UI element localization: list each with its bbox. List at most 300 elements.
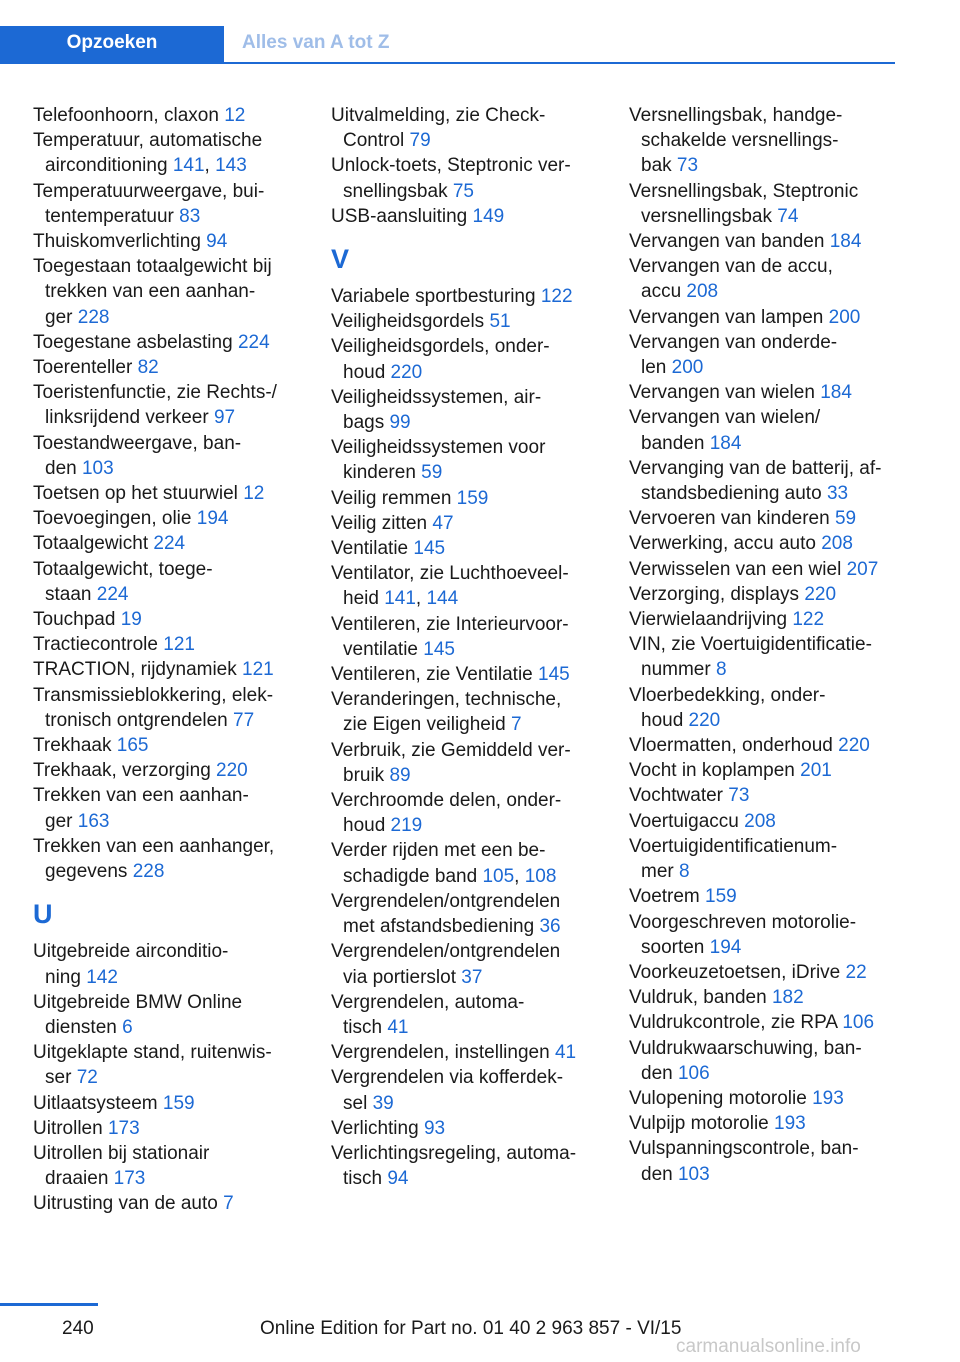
page-reference-link[interactable]: 97 bbox=[213, 407, 236, 429]
index-term-text: Toegestaan totaalgewicht bij bbox=[33, 256, 272, 278]
page-reference-link[interactable]: 79 bbox=[409, 130, 431, 152]
page-reference-link[interactable]: 220 bbox=[804, 583, 837, 605]
index-entry bbox=[331, 334, 621, 384]
index-column-1 bbox=[33, 103, 323, 1217]
page-reference-link[interactable]: 122 bbox=[792, 609, 825, 631]
index-entry bbox=[629, 910, 919, 960]
index-term-text: Uitgebreide BMW Online bbox=[33, 991, 243, 1013]
index-entry bbox=[629, 960, 919, 985]
page-reference-link[interactable]: 74 bbox=[777, 205, 799, 227]
index-entry bbox=[33, 355, 323, 380]
index-entry bbox=[331, 284, 621, 309]
page-reference-link[interactable]: 182 bbox=[771, 987, 804, 1009]
page-reference-link[interactable]: 201 bbox=[800, 760, 832, 782]
page-reference-link[interactable]: 184 bbox=[709, 432, 742, 454]
page-reference-link[interactable]: 33 bbox=[826, 483, 849, 505]
index-term-text: kinderen bbox=[343, 462, 422, 484]
index-entry bbox=[331, 435, 621, 485]
index-entry bbox=[331, 1141, 621, 1191]
page-reference-link[interactable]: 51 bbox=[489, 311, 511, 333]
index-term-text: Veilig remmen bbox=[331, 487, 457, 509]
index-entry bbox=[629, 758, 919, 783]
index-entry bbox=[331, 536, 621, 561]
page-reference-link[interactable]: 208 bbox=[686, 281, 719, 303]
index-term-text: Unlock-toets, Steptronic ver- bbox=[331, 155, 571, 177]
index-term-text: Vuldruk, banden bbox=[629, 987, 772, 1009]
index-term-text: tronisch ontgrendelen bbox=[45, 709, 234, 731]
index-entry bbox=[33, 657, 323, 682]
page-reference-link[interactable]: 73 bbox=[676, 155, 699, 177]
index-entry bbox=[331, 385, 621, 435]
index-entry bbox=[629, 1010, 919, 1035]
index-term-text: Vuldrukcontrole, zie RPA bbox=[629, 1012, 843, 1034]
page-reference-link[interactable]: 75 bbox=[452, 180, 474, 202]
index-term-text: Uitvalmelding, zie Check- bbox=[331, 105, 546, 126]
index-term-text: Variabele sportbesturing bbox=[331, 286, 541, 308]
index-section-letter: U bbox=[33, 899, 53, 930]
index-term-text: Voetrem bbox=[629, 886, 706, 908]
index-term-text: Totaalgewicht, toege- bbox=[33, 558, 213, 580]
page-reference-link[interactable]: 200 bbox=[671, 357, 704, 379]
index-entry bbox=[33, 431, 323, 481]
index-term-text: Voorgeschreven motorolie- bbox=[629, 911, 857, 933]
index-entry bbox=[331, 486, 621, 511]
index-term-text: ning bbox=[45, 966, 87, 988]
index-entry bbox=[33, 1141, 323, 1191]
index-term-text: Vervangen van banden bbox=[629, 231, 830, 253]
index-term-text: bruik bbox=[343, 764, 390, 786]
index-term-text: Totaalgewicht bbox=[33, 533, 154, 555]
index-term-text: Verwisselen van een wiel bbox=[629, 558, 847, 580]
index-entry bbox=[331, 511, 621, 536]
index-term-text: Voertuigidentificatienum- bbox=[629, 835, 838, 857]
index-term-text: Toestandweergave, ban- bbox=[33, 432, 242, 454]
index-entry bbox=[629, 1086, 919, 1111]
index-term-text: Vulopening motorolie bbox=[629, 1087, 813, 1109]
index-entry bbox=[629, 330, 919, 380]
index-term-text: den bbox=[641, 1163, 678, 1185]
index-term-text: versnellingsbak bbox=[641, 205, 778, 227]
index-entry bbox=[331, 309, 621, 334]
index-term-text: Vulspanningscontrole, ban- bbox=[629, 1138, 859, 1160]
page-reference-link[interactable]: 145 bbox=[423, 638, 455, 660]
index-term-text: Vloerbedekking, onder- bbox=[629, 684, 826, 706]
page-reference-link[interactable]: 220 bbox=[216, 760, 248, 782]
page-reference-link[interactable]: 6 bbox=[122, 1016, 133, 1038]
page-reference-link[interactable]: 121 bbox=[163, 634, 195, 656]
index-term-text: Uitgebreide airconditio- bbox=[33, 941, 229, 963]
index-term-text: Tractiecontrole bbox=[33, 634, 164, 656]
page-reference-link[interactable]: 165 bbox=[116, 735, 149, 757]
page-reference-link[interactable]: 224 bbox=[153, 533, 186, 555]
index-entry bbox=[629, 809, 919, 834]
page-reference-link[interactable]: 89 bbox=[389, 764, 411, 786]
index-entry bbox=[629, 405, 919, 455]
index-entry bbox=[33, 683, 323, 733]
page-reference-link[interactable]: 184 bbox=[820, 382, 852, 404]
index-term-text: mer bbox=[641, 861, 679, 883]
index-entry bbox=[33, 103, 323, 128]
index-entry bbox=[331, 889, 621, 939]
index-term-text: schadigde band bbox=[343, 865, 483, 887]
index-term-text: Toeristenfunctie, zie Rechts-/ bbox=[33, 382, 277, 404]
page-reference-link[interactable]: 103 bbox=[81, 457, 114, 479]
page-reference-link[interactable]: 145 bbox=[538, 664, 570, 686]
index-entry bbox=[331, 939, 621, 989]
index-term-text: Verbruik, zie Gemiddeld ver- bbox=[331, 739, 571, 761]
index-term-text: Vervoeren van kinderen bbox=[629, 508, 835, 530]
index-term-text: Uitgeklapte stand, ruitenwis- bbox=[33, 1042, 272, 1064]
index-term-text: Vulpijp motorolie bbox=[629, 1113, 775, 1135]
index-entry bbox=[331, 204, 621, 229]
index-term-text: Versnellingsbak, Steptronic bbox=[629, 180, 859, 202]
index-entry bbox=[33, 531, 323, 556]
index-entry bbox=[629, 1136, 919, 1186]
page-reference-link[interactable]: 220 bbox=[688, 709, 721, 731]
index-entry bbox=[331, 1065, 621, 1115]
index-term-text: gegevens bbox=[45, 861, 133, 883]
index-term-text: USB-aansluiting bbox=[331, 205, 473, 227]
index-term-text: Uitlaatsysteem bbox=[33, 1092, 163, 1114]
page-reference-link[interactable]: 194 bbox=[709, 936, 742, 958]
index-term-text: soorten bbox=[641, 936, 710, 958]
index-column-2 bbox=[331, 103, 621, 1191]
index-entry bbox=[629, 179, 919, 229]
page-number-rule bbox=[0, 1303, 98, 1306]
index-term-text: diensten bbox=[45, 1016, 123, 1038]
page-reference-link[interactable]: 149 bbox=[472, 205, 505, 227]
page-reference-link[interactable]: 8 bbox=[679, 861, 690, 883]
page-reference-link[interactable]: 99 bbox=[389, 412, 411, 434]
index-entry bbox=[629, 733, 919, 758]
index-term-text: linksrijdend verkeer bbox=[45, 407, 214, 429]
index-term-text: Verder rijden met een be- bbox=[331, 840, 546, 862]
page-reference-link[interactable]: 19 bbox=[120, 609, 142, 631]
page-reference-link[interactable]: 184 bbox=[829, 231, 862, 253]
index-entry bbox=[629, 531, 919, 556]
index-term-text: Trekhaak, verzorging bbox=[33, 760, 217, 782]
index-entry bbox=[33, 1191, 323, 1216]
page-reference-link[interactable]: 163 bbox=[77, 810, 110, 832]
page-reference-link[interactable]: 159 bbox=[456, 487, 489, 509]
index-term-text: Uitrusting van de auto bbox=[33, 1193, 224, 1215]
index-term-text: Vloermatten, onderhoud bbox=[629, 735, 839, 757]
index-term-text: Verwerking, accu auto bbox=[629, 533, 822, 555]
index-term-text: houd bbox=[343, 815, 391, 837]
index-entry bbox=[33, 834, 323, 884]
page-reference-link[interactable]: 77 bbox=[233, 709, 255, 731]
index-entry bbox=[629, 783, 919, 808]
page-reference-link[interactable]: 220 bbox=[390, 361, 423, 383]
page-reference-link[interactable]: 144 bbox=[426, 588, 459, 610]
index-term-text: tisch bbox=[343, 1016, 388, 1038]
page-reference-link[interactable]: 73 bbox=[728, 785, 750, 807]
index-term-text: Veiligheidssystemen voor bbox=[331, 437, 546, 459]
index-entry bbox=[331, 838, 621, 888]
index-term-text: via portierslot bbox=[343, 966, 462, 988]
index-entry bbox=[629, 1036, 919, 1086]
index-term-text: Control bbox=[343, 130, 410, 152]
page-reference-link[interactable]: 193 bbox=[812, 1087, 844, 1109]
index-term-text: Vergrendelen, automa- bbox=[331, 991, 525, 1013]
page-reference-link[interactable]: 142 bbox=[86, 966, 118, 988]
tab-alles-van-a-tot-z[interactable]: Alles van A tot Z bbox=[242, 32, 390, 53]
index-entry bbox=[33, 733, 323, 758]
page-reference-link[interactable]: 220 bbox=[838, 735, 870, 757]
index-entry bbox=[331, 788, 621, 838]
index-entry bbox=[629, 1111, 919, 1136]
index-entry bbox=[33, 179, 323, 229]
page-reference-link[interactable]: 159 bbox=[705, 886, 737, 908]
index-entry bbox=[33, 939, 323, 989]
index-term-text: Veranderingen, technische, bbox=[331, 689, 562, 711]
index-entry bbox=[629, 683, 919, 733]
page-reference-link[interactable]: 103 bbox=[677, 1163, 710, 1185]
page-reference-link[interactable]: 93 bbox=[423, 1117, 446, 1139]
index-entry bbox=[629, 582, 919, 607]
index-term-text: Uitrollen bbox=[33, 1117, 108, 1139]
index-entry bbox=[629, 632, 919, 682]
index-term-text: Toetsen op het stuurwiel bbox=[33, 483, 244, 505]
index-term-text: , bbox=[204, 155, 216, 177]
page-reference-link[interactable]: 37 bbox=[461, 966, 483, 988]
watermark-text: carmanualsonline.info bbox=[676, 1336, 861, 1357]
index-entry bbox=[629, 607, 919, 632]
index-entry bbox=[33, 1091, 323, 1116]
index-entry bbox=[331, 103, 621, 153]
index-term-text: Vervangen van lampen bbox=[629, 306, 829, 328]
index-entry bbox=[331, 1040, 621, 1065]
page-reference-link[interactable]: 108 bbox=[524, 865, 557, 887]
page-reference-link[interactable]: 94 bbox=[387, 1168, 409, 1190]
index-entry bbox=[33, 1040, 323, 1090]
index-term-text: den bbox=[641, 1062, 678, 1084]
tab-opzoeken[interactable]: Opzoeken bbox=[0, 26, 224, 62]
index-term-text: Vervangen van de accu, bbox=[629, 256, 833, 278]
page-number: 240 bbox=[62, 1318, 94, 1339]
edition-note: Online Edition for Part no. 01 40 2 963 857 - VI/15 bbox=[260, 1318, 682, 1339]
page-reference-link[interactable]: 59 bbox=[421, 462, 443, 484]
page-reference-link[interactable]: 12 bbox=[224, 105, 246, 126]
page-reference-link[interactable]: 94 bbox=[206, 231, 228, 253]
index-entry bbox=[331, 662, 621, 687]
index-term-text: len bbox=[641, 357, 672, 379]
index-term-text: accu bbox=[641, 281, 687, 303]
index-term-text: airconditioning bbox=[45, 155, 173, 177]
index-term-text: Vergrendelen/ontgrendelen bbox=[331, 890, 561, 912]
page-reference-link[interactable]: 141 bbox=[384, 588, 416, 610]
index-entry bbox=[33, 783, 323, 833]
page-reference-link[interactable]: 39 bbox=[372, 1092, 394, 1114]
page-reference-link[interactable]: 208 bbox=[821, 533, 853, 555]
index-entry bbox=[629, 506, 919, 531]
index-term-text: Vocht in koplampen bbox=[629, 760, 801, 782]
index-term-text: Voertuigaccu bbox=[629, 810, 745, 832]
index-term-text: Ventileren, zie Interieurvoor- bbox=[331, 613, 569, 635]
index-entry bbox=[629, 305, 919, 330]
page-reference-link[interactable]: 193 bbox=[774, 1113, 806, 1135]
index-term-text: Toevoegingen, olie bbox=[33, 508, 197, 530]
index-term-text: ger bbox=[45, 810, 78, 832]
index-term-text: Vervangen van wielen/ bbox=[629, 407, 821, 429]
index-term-text: Temperatuurweergave, bui- bbox=[33, 180, 265, 202]
page-reference-link[interactable]: 106 bbox=[842, 1012, 875, 1034]
page-reference-link[interactable]: 121 bbox=[242, 659, 274, 681]
index-term-text: ser bbox=[45, 1067, 77, 1089]
page-reference-link[interactable]: 207 bbox=[846, 558, 879, 580]
index-entry bbox=[33, 506, 323, 531]
page-reference-link[interactable]: 105 bbox=[482, 865, 515, 887]
page-reference-link[interactable]: 228 bbox=[77, 306, 110, 328]
page-reference-link[interactable]: 224 bbox=[96, 583, 129, 605]
index-term-text: sel bbox=[343, 1092, 373, 1114]
index-term-text: Veilig zitten bbox=[331, 512, 433, 534]
page-reference-link[interactable]: 106 bbox=[677, 1062, 710, 1084]
index-entry bbox=[331, 990, 621, 1040]
index-entry bbox=[33, 990, 323, 1040]
index-entry bbox=[33, 380, 323, 430]
page-reference-link[interactable]: 143 bbox=[215, 155, 247, 177]
index-entry bbox=[629, 103, 919, 179]
index-entry bbox=[629, 834, 919, 884]
index-term-text: Uitrollen bij stationair bbox=[33, 1142, 210, 1164]
page-reference-link[interactable]: 7 bbox=[223, 1193, 234, 1215]
index-term-text: , bbox=[415, 588, 427, 610]
index-entry bbox=[33, 229, 323, 254]
page-reference-link[interactable]: 194 bbox=[196, 508, 229, 530]
index-term-text: Vuldrukwaarschuwing, ban- bbox=[629, 1037, 862, 1059]
index-entry bbox=[331, 561, 621, 611]
page-reference-link[interactable]: 7 bbox=[510, 714, 522, 736]
index-entry bbox=[331, 612, 621, 662]
index-entry bbox=[629, 884, 919, 909]
index-term-text: Trekken van een aanhan- bbox=[33, 785, 249, 807]
index-term-text: met afstandsbediening bbox=[343, 916, 540, 938]
index-term-text: zie Eigen veiligheid bbox=[343, 714, 511, 736]
index-term-text: tentemperatuur bbox=[45, 205, 180, 227]
index-term-text: Transmissieblokkering, elek- bbox=[33, 684, 274, 706]
index-term-text: schakelde versnellings- bbox=[641, 130, 839, 152]
index-term-text: heid bbox=[343, 588, 385, 610]
index-term-text: tisch bbox=[343, 1168, 388, 1190]
index-term-text: Veiligheidsgordels bbox=[331, 311, 490, 333]
index-entry bbox=[33, 758, 323, 783]
index-term-text: houd bbox=[343, 361, 391, 383]
index-column-3 bbox=[629, 103, 919, 1187]
index-term-text: nummer bbox=[641, 659, 716, 681]
index-term-text: TRACTION, rijdynamiek bbox=[33, 659, 243, 681]
index-term-text: Verlichtingsregeling, automa- bbox=[331, 1142, 577, 1164]
index-term-text: Verzorging, displays bbox=[629, 583, 805, 605]
index-entry bbox=[33, 481, 323, 506]
index-term-text: Vervangen van wielen bbox=[629, 382, 821, 404]
index-term-text: Trekken van een aanhanger, bbox=[33, 835, 275, 857]
page-reference-link[interactable]: 208 bbox=[744, 810, 776, 832]
page-reference-link[interactable]: 41 bbox=[387, 1016, 409, 1038]
page-reference-link[interactable]: 72 bbox=[76, 1067, 98, 1089]
page-reference-link[interactable]: 145 bbox=[413, 538, 446, 560]
index-term-text: trekken van een aanhan- bbox=[45, 281, 256, 303]
index-term-text: Vervanging van de batterij, af- bbox=[629, 457, 882, 479]
index-term-text: Ventilatie bbox=[331, 538, 414, 560]
page-reference-link[interactable]: 141 bbox=[172, 155, 205, 177]
index-entry bbox=[33, 607, 323, 632]
index-term-text: Voorkeuzetoetsen, iDrive bbox=[629, 961, 846, 983]
page-reference-link[interactable]: 219 bbox=[390, 815, 423, 837]
index-term-text: Thuiskomverlichting bbox=[33, 231, 207, 253]
index-entry bbox=[33, 557, 323, 607]
index-term-text: Vergrendelen/ontgrendelen bbox=[331, 941, 561, 963]
page-reference-link[interactable]: 47 bbox=[432, 512, 454, 534]
index-term-text: Vergrendelen, instellingen bbox=[331, 1042, 555, 1064]
page-reference-link[interactable]: 224 bbox=[237, 331, 270, 353]
index-term-text: staan bbox=[45, 583, 97, 605]
page-reference-link[interactable]: 12 bbox=[243, 483, 265, 505]
page-reference-link[interactable]: 41 bbox=[554, 1042, 577, 1064]
index-term-text: ger bbox=[45, 306, 78, 328]
page-reference-link[interactable]: 200 bbox=[828, 306, 861, 328]
page-reference-link[interactable]: 159 bbox=[162, 1092, 195, 1114]
page-reference-link[interactable]: 82 bbox=[137, 357, 159, 379]
page-reference-link[interactable]: 122 bbox=[540, 286, 573, 308]
index-term-text: Trekhaak bbox=[33, 735, 117, 757]
index-term-text: banden bbox=[641, 432, 710, 454]
index-term-text: Verchroomde delen, onder- bbox=[331, 790, 562, 812]
page-reference-link[interactable]: 36 bbox=[539, 916, 561, 938]
index-term-text: snellingsbak bbox=[343, 180, 453, 202]
page-reference-link[interactable]: 173 bbox=[107, 1117, 140, 1139]
index-term-text: draaien bbox=[45, 1168, 114, 1190]
page-reference-link[interactable]: 83 bbox=[179, 205, 201, 227]
index-term-text: Toerenteller bbox=[33, 357, 138, 379]
index-entry bbox=[629, 229, 919, 254]
index-entry bbox=[33, 632, 323, 657]
page-reference-link[interactable]: 228 bbox=[132, 861, 165, 883]
page-reference-link[interactable]: 8 bbox=[715, 659, 727, 681]
page-reference-link[interactable]: 22 bbox=[845, 961, 867, 983]
index-term-text: Ventilator, zie Luchthoeveel- bbox=[331, 563, 569, 585]
index-term-text: Toegestane asbelasting bbox=[33, 331, 238, 353]
index-entry bbox=[629, 456, 919, 506]
index-term-text: Vervangen van onderde- bbox=[629, 331, 838, 353]
index-term-text: den bbox=[45, 457, 82, 479]
index-term-text: VIN, zie Voertuigidentificatie- bbox=[629, 634, 872, 656]
index-term-text: standsbediening auto bbox=[641, 483, 827, 505]
index-term-text: Verlichting bbox=[331, 1117, 424, 1139]
index-entry bbox=[33, 1116, 323, 1141]
index-entry bbox=[331, 687, 621, 737]
index-term-text: Telefoonhoorn, claxon bbox=[33, 105, 225, 126]
index-term-text: , bbox=[514, 865, 525, 887]
header-tab-bar bbox=[0, 26, 895, 64]
index-term-text: Vochtwater bbox=[629, 785, 729, 807]
index-entry bbox=[331, 738, 621, 788]
page-reference-link[interactable]: 59 bbox=[834, 508, 857, 530]
page-reference-link[interactable]: 173 bbox=[113, 1168, 146, 1190]
index-term-text: Versnellingsbak, handge- bbox=[629, 105, 843, 126]
index-term-text: Vergrendelen via kofferdek- bbox=[331, 1067, 564, 1089]
index-term-text: Vierwielaandrijving bbox=[629, 609, 793, 631]
index-entry bbox=[33, 128, 323, 178]
index-entry bbox=[331, 153, 621, 203]
index-entry bbox=[33, 254, 323, 330]
index-term-text: ventilatie bbox=[343, 638, 424, 660]
index-term-text: Temperatuur, automatische bbox=[33, 130, 263, 152]
index-term-text: Veiligheidssystemen, air- bbox=[331, 386, 542, 408]
index-term-text: bags bbox=[343, 412, 390, 434]
index-term-text: houd bbox=[641, 709, 689, 731]
index-term-text: bak bbox=[641, 155, 677, 177]
